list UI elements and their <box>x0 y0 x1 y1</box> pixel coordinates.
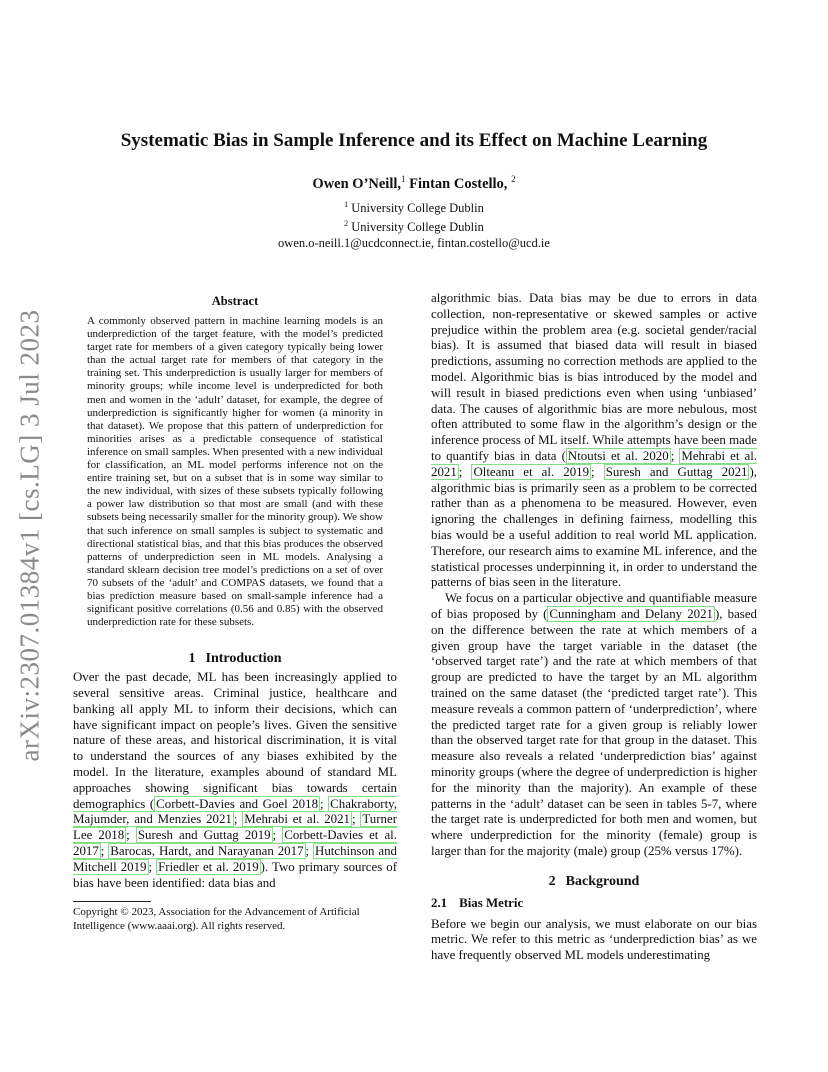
introduction-section <box>73 651 397 891</box>
bias-measure-paragraph: We focus on a particular objective and quantifiable measure of bias proposed by ( Cunningham and Delany 2021 ), based on the difference between the rate at which members of a given group have the target variable in the dataset (the ‘observed target rate’) and the rate at which members of that group are predicted to have the target by an ML algorithm trained on the same dataset (the ‘predicted target rate’). This measure reveals a common pattern of ‘underprediction’, where the predicted target rate for a given group is reliably lower than the observed target rate for that group in the dataset. This measure also reveals a related ‘underprediction bias’ against minority groups (where the degree of underprediction is higher for the minority than the majority). An example of these patterns in the ‘adult’ dataset can be seen in tables 5-7, where the target rate is underpredicted for both men and women, but where underprediction for the minority (female) group is larger than for the majority (male) group (25% versus 17%). <box>431 591 757 858</box>
bias-metric-heading <box>431 896 757 911</box>
citation-link[interactable]: Friedler et al. 2019 <box>158 859 259 874</box>
right-column <box>431 291 757 964</box>
background-heading <box>431 874 757 890</box>
citation-link[interactable]: Mehrabi et al. 2021 <box>244 812 350 827</box>
citation-link[interactable]: Corbett-Davies and Goel 2018 <box>156 796 319 811</box>
affiliation-2: $^2$ University College Dublin <box>344 219 484 235</box>
bias-metric-paragraph: Before we begin our analysis, we must elaborate on our bias metric. We refer to this metric as ‘underprediction bias’ as we have frequently observed ML models underestimating <box>431 916 757 963</box>
author-oneill: Owen O’Neill, <box>312 175 402 192</box>
subsection-title: Bias Metric <box>459 895 524 910</box>
author-list <box>80 174 748 193</box>
section-number: 2 <box>548 873 556 889</box>
section-title: Background <box>565 873 640 889</box>
citation-link[interactable]: Ntoutsi et al. 2020 <box>567 448 669 463</box>
citation-link[interactable]: Hutchinson and Mitchell 2019 <box>73 844 398 874</box>
bias-types-paragraph: algorithmic bias. Data bias may be due to errors in data collection, non-representative or skewed samples or active prejudice within the problem area (e.g. societal gender/racial bias). It is assumed that biased data will result in biased predictions, assuming no correction methods are applied to the model. Algorithmic bias is bias introduced by the model and will result in biased predictions even when using ‘unbiased’ data. The causes of algorithmic bias are more nebulous, most often attributed to some flaw in the algorithm’s design or the inference process of ML itself. While attempts have been made to quantify bias in data ( Ntoutsi et al. 2020 ; Mehrabi et al. 2021 ; Olteanu et al. 2019 ; Suresh and Guttag 2021 ), algorithmic bias is primarily seen as a problem to be corrected rather than as a phenomena to be measured. However, even ignoring the challenges in defining fairness, modelling this bias would be a useful addition to real world ML application. Therefore, our research aims to examine ML inference, and the statistical processes underpinning it, in order to understand the patterns of bias seen in the literature. <box>431 291 757 590</box>
affiliation-1: $^1$ University College Dublin <box>344 200 484 216</box>
introduction-paragraph: Over the past decade, ML has been increasingly applied to several sensitive areas. Criminal justice, healthcare and banking all apply ML to inform their decisions, which can have significant impact on people’s lives. Given the sensitive nature of these areas, and historical discrimination, it is vital to understand the sources of any biases exhibited by the model. In the literature, examples abound of standard ML approaches showing significant bias towards certain demographics ( Corbett-Davies and Goel 2018 ; Chakraborty, Majumder, and Menzies 2021 ; Mehrabi et al. 2021 ; Turner Lee 2018 ; Suresh and Guttag 2019 ; Corbett-Davies et al. 2017 ; Barocas, Hardt, and Narayanan 2017 ; Hutchinson and Mitchell 2019 ; Friedler et al. 2019 ). Two primary sources of bias have been identified: data bias and <box>73 670 398 890</box>
citation-link[interactable]: Cunningham and Delany 2021 <box>549 606 713 621</box>
author-emails: owen.o-neill.1@ucdconnect.ie, fintan.costello@ucd.ie <box>278 236 550 251</box>
arxiv-id: arXiv:2307.01384v1 [cs.LG] 3 Jul 2023 <box>14 309 45 761</box>
footnote-rule <box>73 901 151 902</box>
author-oneill-affil-mark: 1 <box>401 174 406 184</box>
section-number: 1 <box>188 651 196 667</box>
author-costello-affil-mark: 2 <box>511 174 516 184</box>
affiliations <box>80 197 748 251</box>
abstract-text: A commonly observed pattern in machine learning models is an underprediction of the target feature, with the model’s predicted target rate for members of a given category typically being lower than the actual target rate for members of that category in the training set. This underprediction is usually larger for members of minority groups; while income level is underpredicted for both men and women in the ‘adult’ dataset, for example, the degree of underprediction is significantly higher for women (a minority in that dataset). We propose that this pattern of underprediction for minorities arises as a predictable consequence of statistical inference on small samples. When presented with a new individual for classification, an ML model performs inference not on the entire training set, but on a subset that is in some way similar to the new individual, with sizes of these subsets typically following a power law distribution so that most are small (and with these subsets being necessarily smaller for the minority group). We show that such inference on small samples is subject to systematic and directional statistical bias, and that this bias produces the observed patterns of underprediction seen in ML models. Analysing a standard sklearn decision tree model’s predictions on a set of over 70 subsets of the ‘adult’ and COMPAS datasets, we found that a bias prediction measure based on small-sample inference had a significant positive correlations (0.56 and 0.85) with the observed underprediction rate for these subsets. <box>87 315 383 629</box>
arxiv-stamp <box>8 300 52 770</box>
citation-link[interactable]: Olteanu et al. 2019 <box>473 464 590 479</box>
citation-link[interactable]: Mehrabi et al. 2021 <box>431 448 757 479</box>
citation-link[interactable]: Suresh and Guttag 2019 <box>137 828 271 843</box>
left-column <box>73 294 397 891</box>
copyright-footnote: Copyright © 2023, Association for the Advancement of Artificial Intelligence (www.aaai.org). All rights reserved. <box>73 906 360 932</box>
abstract-section <box>73 294 397 629</box>
citation-link[interactable]: Barocas, Hardt, and Narayanan 2017 <box>110 844 304 859</box>
author-costello: Fintan Costello, <box>409 175 508 192</box>
citation-link[interactable]: Turner Lee 2018 <box>73 812 397 843</box>
citation-link[interactable]: Suresh and Guttag 2021 <box>605 464 748 479</box>
introduction-heading <box>73 651 397 667</box>
subsection-number: 2.1 <box>431 895 448 910</box>
section-title: Introduction <box>205 651 282 667</box>
abstract-heading: Abstract <box>211 294 259 308</box>
paper-title: Systematic Bias in Sample Inference and its Effect on Machine Learning <box>120 130 708 151</box>
citation-link[interactable]: Corbett-Davies et al. 2017 <box>73 828 397 859</box>
citation-link[interactable]: Chakraborty, Majumder, and Menzies 2021 <box>73 796 397 827</box>
